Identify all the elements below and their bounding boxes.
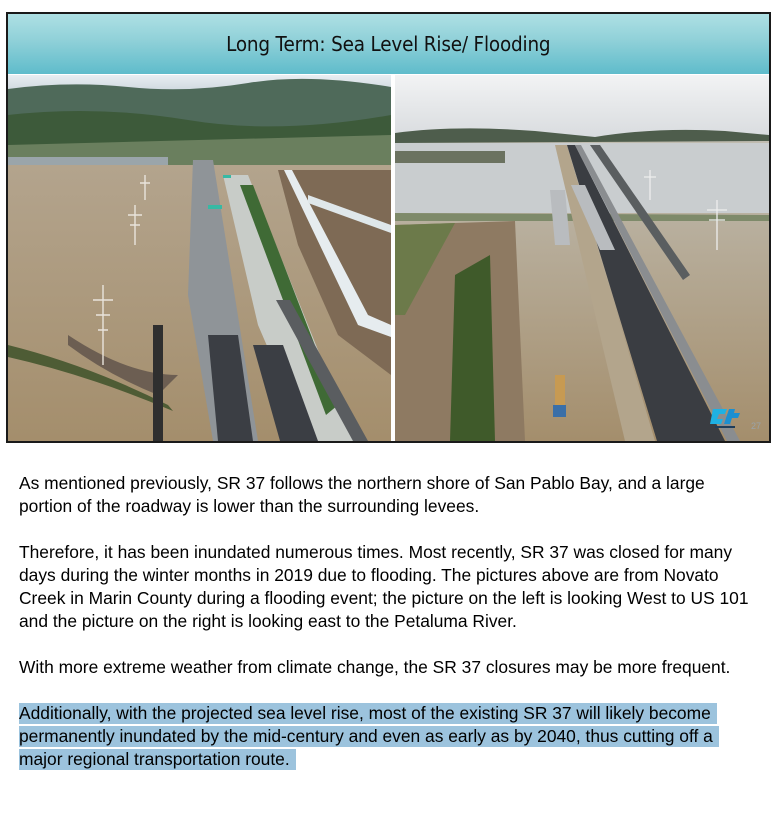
document-body (19, 472, 749, 794)
paragraph-inundation-history: Therefore, it has been inundated numerous times. Most recently, SR 37 was closed for many days during the winter months in 2019 due to flooding. The pictures above are from Novato Creek in Marin County during a flooding event; the picture on the left is looking West to US 101 and the picture on the right is looking east to the Petaluma River. (19, 542, 749, 631)
slide-image (6, 12, 771, 443)
text-selection-highlight[interactable]: Additionally, with the projected sea level rise, most of the existing SR 37 will likely become permanently inundated by the mid-century and even as early as by 2040, thus cutting off a major regional transportation route. (19, 703, 719, 770)
paragraph-climate-change: With more extreme weather from climate change, the SR 37 closures may be more frequent. (19, 657, 731, 677)
photo-flood-east (395, 75, 769, 441)
slide-header (8, 14, 769, 74)
page-number: 27 (750, 421, 761, 431)
slide-title: Long Term: Sea Level Rise/ Flooding (226, 32, 551, 56)
caltrans-logo-icon (709, 405, 743, 431)
paragraph-sea-level-rise[interactable] (19, 702, 749, 771)
paragraph-shoreline: As mentioned previously, SR 37 follows the northern shore of San Pablo Bay, and a large portion of the roadway is lower than the surrounding levees. (19, 473, 705, 516)
photo-flood-west (8, 75, 391, 441)
